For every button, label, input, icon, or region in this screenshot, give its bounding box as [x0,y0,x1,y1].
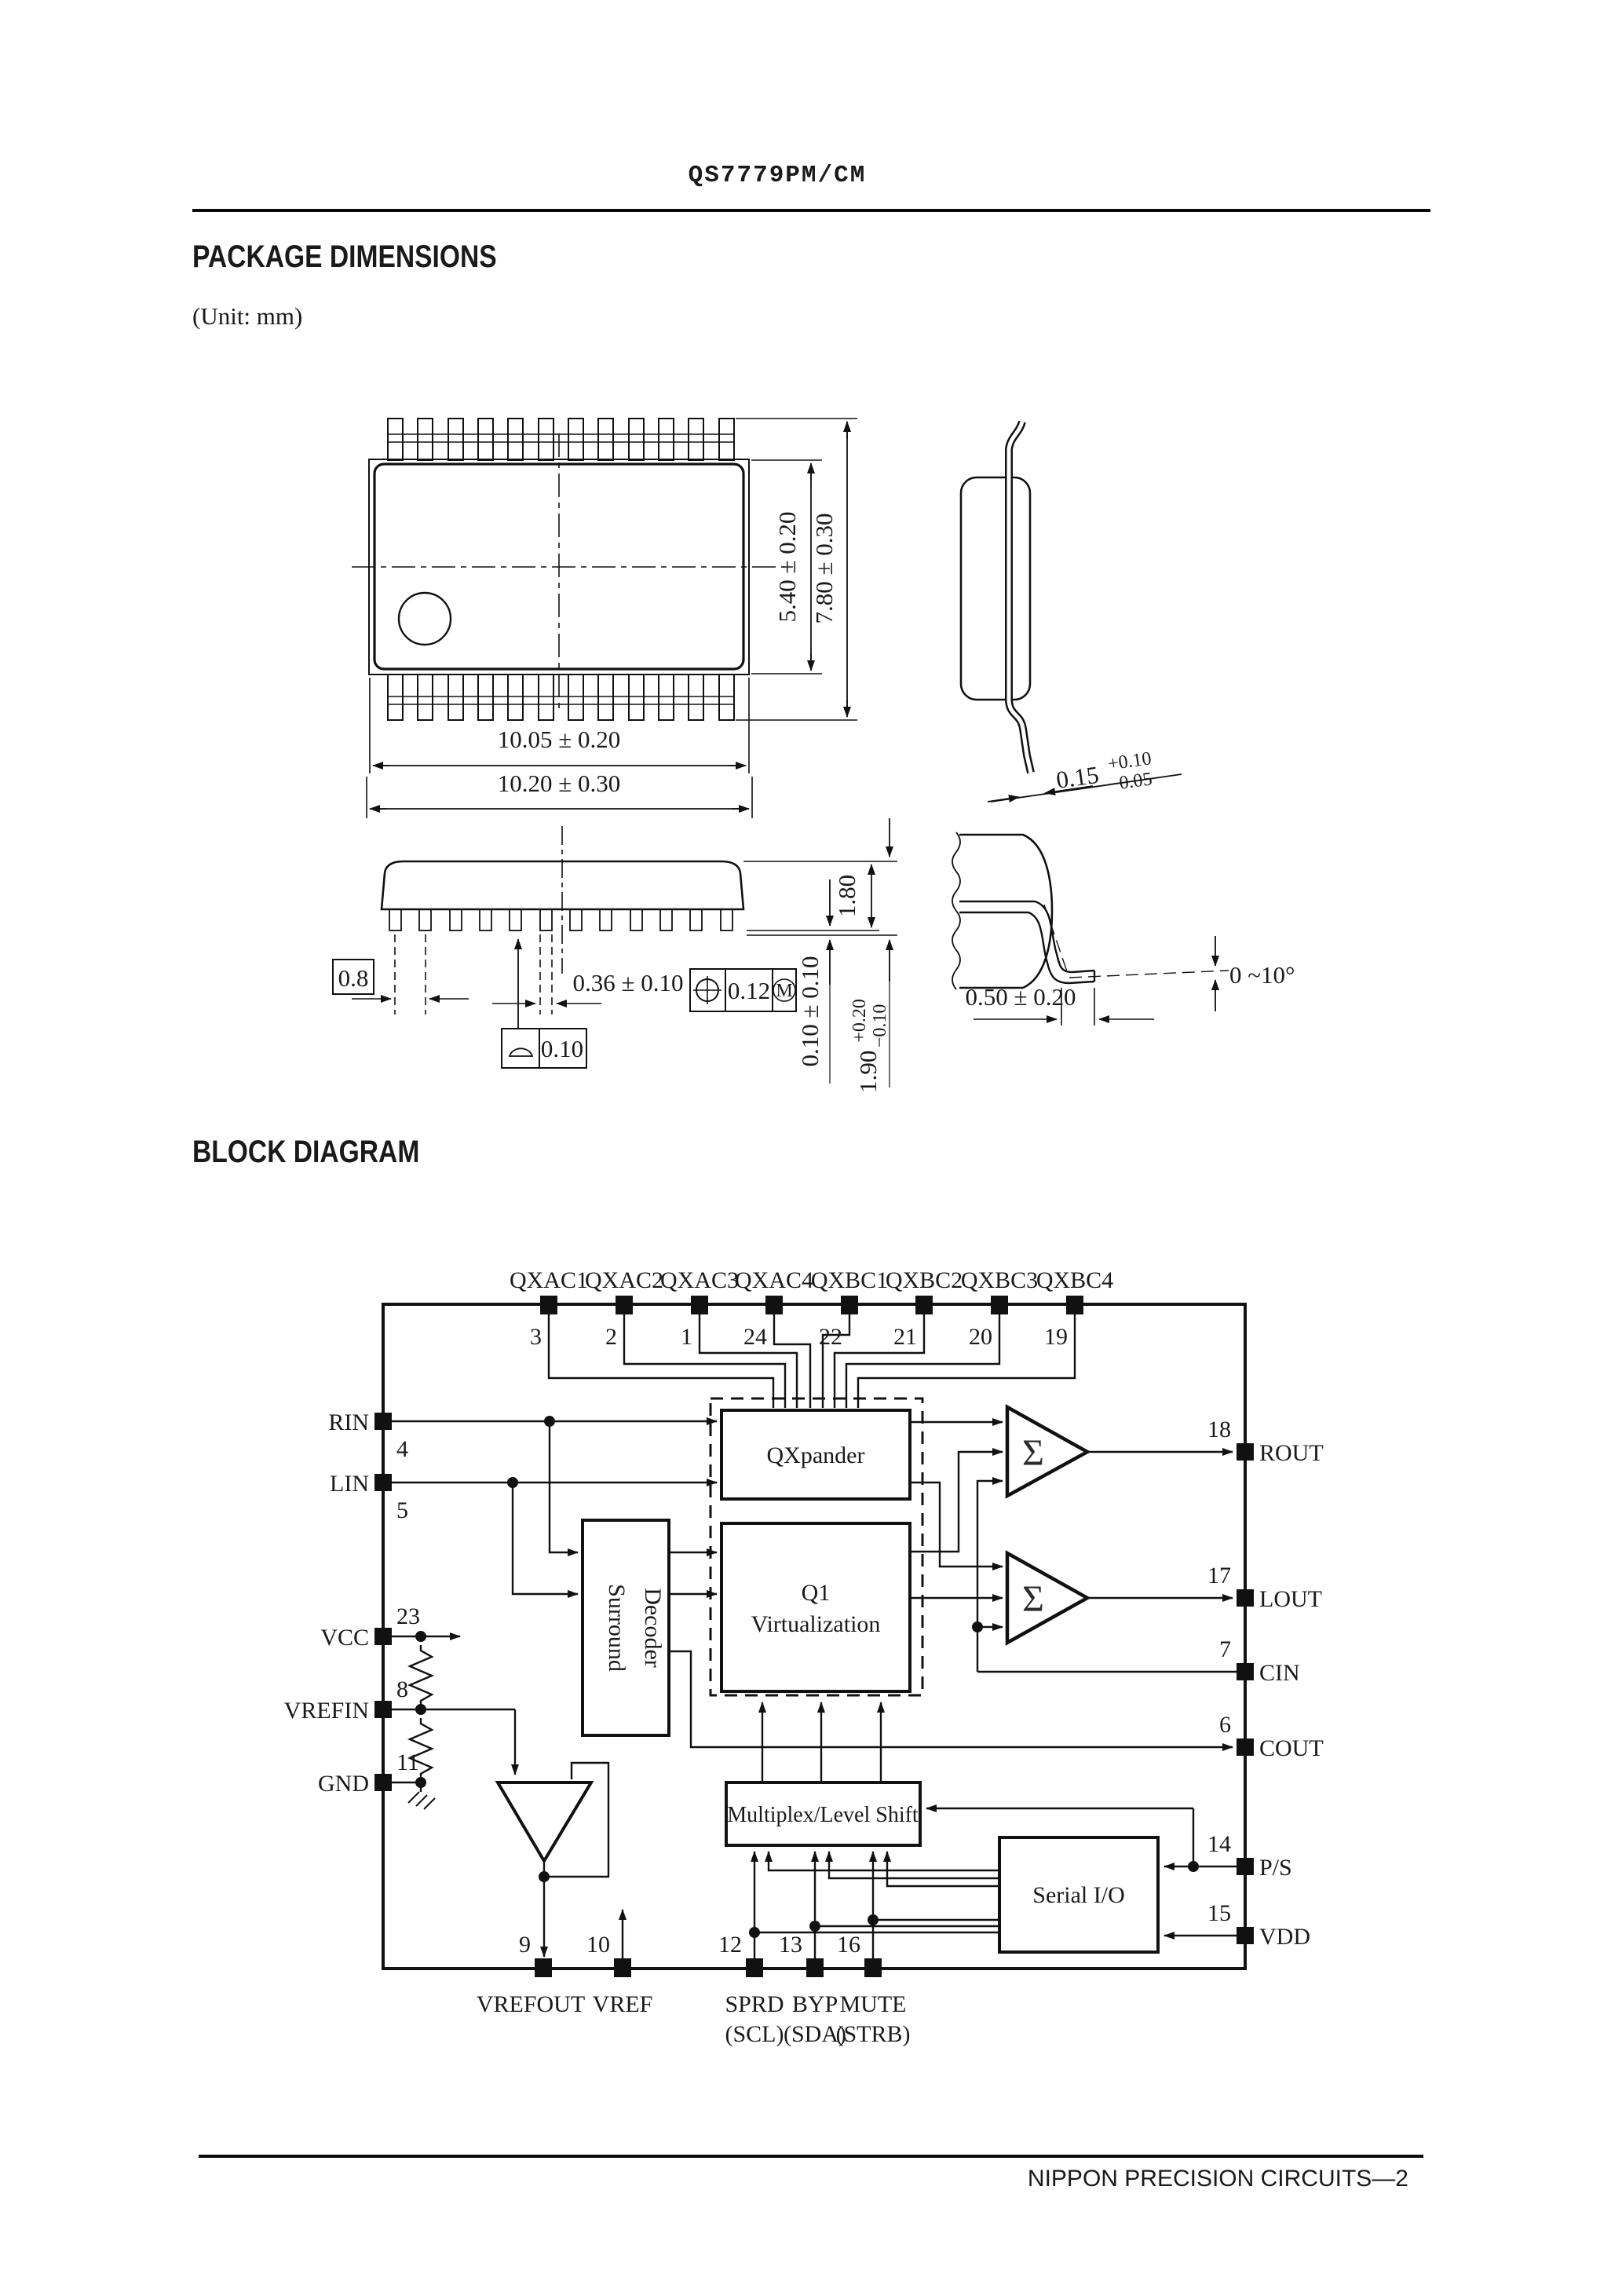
footer-text: NIPPON PRECISION CIRCUITS—2 [1027,2166,1408,2192]
pin-sublabel-strb: (STRB) [835,2021,911,2047]
pin-label-qxbc1: QXBC1 [810,1267,889,1293]
pin-num-5: 5 [396,1497,408,1523]
pin-num-16: 16 [837,1932,860,1958]
pin-num-17: 17 [1207,1563,1231,1589]
package-side-view [961,422,1182,803]
detail-body [959,835,1052,988]
dim-lead-thickness-group [1053,741,1161,803]
serial-io-label: Serial I/O [1032,1882,1125,1908]
pin-num-4: 4 [396,1436,408,1462]
pin-label-lout: LOUT [1259,1586,1322,1612]
pin-num-8: 8 [396,1676,408,1702]
pin-num-12: 12 [718,1932,742,1958]
pin-num-13: 13 [779,1932,802,1958]
surround-decoder-label-line1: Surround [604,1584,630,1672]
q1-virtualization-block [721,1523,910,1691]
pin-num-15: 15 [1207,1900,1231,1926]
sum-amp-lower [1007,1553,1087,1643]
pin-num-24: 24 [743,1324,767,1350]
pin-num-22: 22 [819,1324,842,1350]
top-view-pins-top [388,419,734,460]
dim-lead-length-plus: +0.20 [849,999,870,1043]
dim-lead-pitch: 0.8 [338,964,369,992]
section-heading-block: BLOCK DIAGRAM [192,1135,420,1169]
pin-sublabel-sda: (SDA) [784,2021,846,2047]
dim-foot-length: 0.50 ± 0.20 [965,983,1076,1011]
dim-overall-height: 7.80 ± 0.30 [810,513,838,624]
dim-seating-flatness: 0.10 [540,1035,584,1062]
pin-num-19: 19 [1044,1324,1068,1350]
top-view-pins-bottom [388,675,734,720]
side-view-body [961,477,1030,700]
break-line [952,832,960,989]
pin-num-21: 21 [893,1324,917,1350]
pin-label-vref: VREF [592,1991,653,2017]
sum-amp-upper [1007,1407,1087,1496]
pin-label-cin: CIN [1259,1660,1300,1686]
q1-label-line1: Q1 [801,1580,831,1606]
pin-num-3: 3 [530,1324,542,1350]
vref-buffer-amp [498,1782,591,1861]
pin-num-9: 9 [519,1932,531,1958]
pin1-index-mark [399,593,451,645]
pin-label-vcc: VCC [320,1625,369,1651]
pin-label-gnd: GND [318,1771,369,1797]
pin-num-18: 18 [1207,1417,1231,1442]
page-title: QS7779PM/CM [688,162,867,189]
elevation-pins [389,909,732,930]
dim-lead-length-group [849,996,890,1093]
dim-lead-length-minus: −0.10 [870,1004,890,1048]
unit-note: (Unit: mm) [192,302,303,330]
material-modifier-icon: M [776,981,793,1001]
pin-label-qxac1: QXAC1 [509,1267,589,1293]
q1-label-line2: Virtualization [751,1611,881,1637]
top-pin-routing [549,1314,1075,1408]
pin-label-vrefin: VREFIN [283,1698,369,1724]
pin-label-rout: ROUT [1259,1440,1324,1466]
pin-label-vdd: VDD [1259,1924,1310,1950]
dim-true-position: 0.12 [727,977,771,1004]
pin-num-20: 20 [969,1324,992,1350]
pin-label-sprd: SPRD [725,1991,784,2017]
mls-label: Multiplex/Level Shift [727,1803,919,1827]
detail-lead-axis [1044,905,1229,978]
pin-label-mute: MUTE [839,1991,907,2017]
pin-label-ps: P/S [1259,1855,1292,1881]
dim-body-width: 10.05 ± 0.20 [497,726,621,753]
pin-num-23: 23 [396,1603,420,1629]
pin-label-qxac2: QXAC2 [584,1267,664,1293]
pin-sublabel-scl: (SCL) [725,2021,784,2047]
pin-label-lin: LIN [330,1471,369,1497]
pin-label-qxbc4: QXBC4 [1036,1267,1114,1293]
pin-num-2: 2 [605,1324,617,1350]
pin-num-6: 6 [1219,1712,1231,1738]
dim-lead-clearance: 0.10 ± 0.10 [796,956,824,1067]
pin-label-cout: COUT [1259,1735,1324,1761]
dim-standoff: 1.80 [833,874,860,918]
pin-label-rin: RIN [328,1409,369,1435]
sum-symbol-lower: Σ [1022,1578,1044,1620]
dim-lead-thickness-plus: +0.10 [1106,748,1153,775]
section-heading-package: PACKAGE DIMENSIONS [192,239,497,274]
sum-symbol-upper: Σ [1022,1432,1044,1474]
dim-foot-angle: 0 ~10° [1229,961,1295,989]
pin-num-7: 7 [1219,1636,1231,1662]
dim-overall-width: 10.20 ± 0.30 [497,770,621,797]
pin-label-qxbc3: QXBC3 [960,1267,1039,1293]
dim-lead-width: 0.36 ± 0.10 [572,969,684,996]
dim-lead-thickness: 0.15 [1054,760,1101,794]
pin-label-qxbc2: QXBC2 [885,1267,963,1293]
pin-label-byp: BYP [791,1991,838,2017]
qxpander-label: QXpander [766,1442,865,1468]
pin-num-10: 10 [586,1932,610,1958]
pin-num-11: 11 [396,1749,419,1775]
pin-label-vrefout: VREFOUT [476,1991,586,2017]
pin-label-qxac4: QXAC4 [734,1267,814,1293]
dim-lead-thickness-minus: −0.05 [1107,769,1154,795]
surround-decoder-label-line2: Decoder [640,1588,666,1668]
pin-num-1: 1 [681,1324,692,1350]
pin-num-14: 14 [1207,1831,1231,1857]
dim-lead-length: 1.90 [854,1050,882,1093]
dim-body-height: 5.40 ± 0.20 [773,511,801,623]
pin-label-qxac3: QXAC3 [659,1267,740,1293]
